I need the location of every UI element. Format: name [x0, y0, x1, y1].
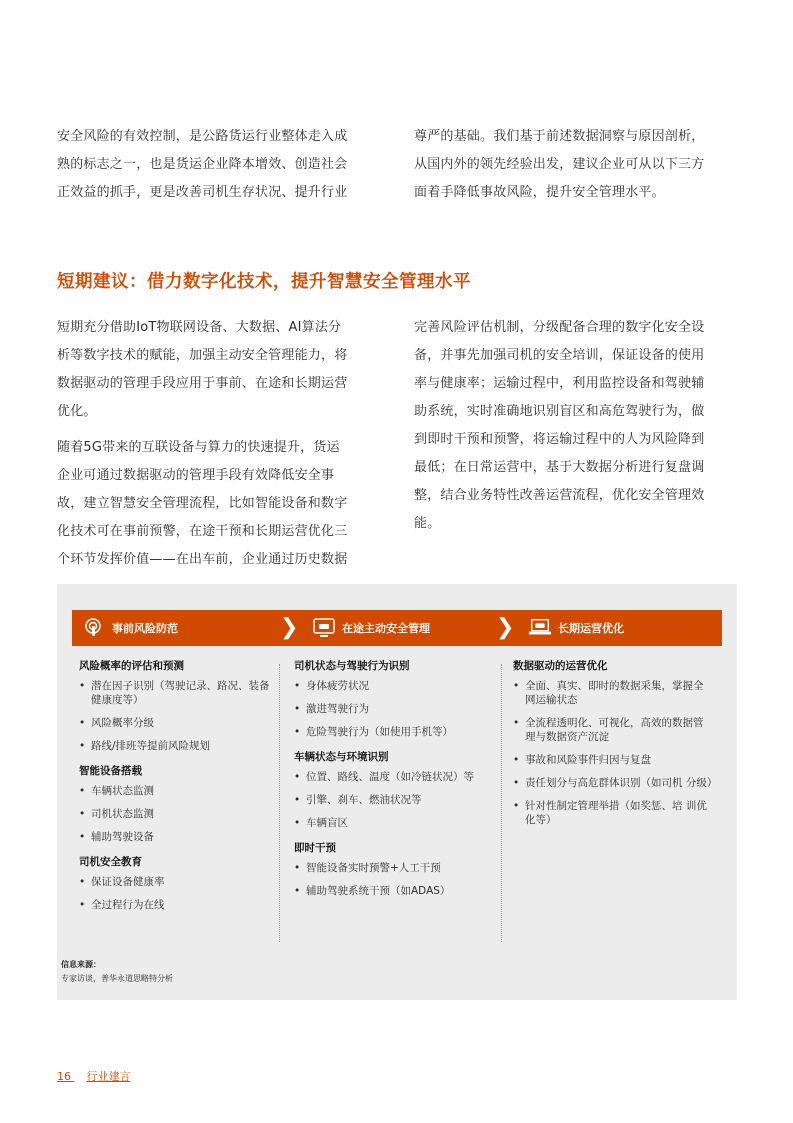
intro-left-line: 安全风险的有效控制，是公路货运行业整体走入成: [57, 129, 348, 144]
intro-right-line: 尊严的基础。我们基于前述数据洞察与原因剖析，: [414, 129, 705, 144]
chevron-right-icon: ❯: [496, 615, 515, 640]
list-item: • 保证设备健康率: [79, 875, 274, 889]
column-heading: 数据驱动的运营优化: [513, 660, 608, 672]
body-right-column: [414, 314, 744, 538]
body-line: 企业可通过数据驱动的管理手段有效降低安全事: [57, 468, 335, 483]
list-item: • 路线/排班等提前风险规划: [79, 739, 274, 753]
body-line: 到即时干预和预警，将运输过程中的人为风险降到: [414, 432, 705, 447]
body-left-column: [57, 314, 387, 574]
list-item: • 风险概率分级: [79, 716, 274, 730]
body-line: 化技术可在事前预警，在途干预和长期运营优化三: [57, 524, 348, 539]
section-heading: 短期建议：借力数字化技术，提升智慧安全管理水平: [57, 272, 471, 292]
body-line: 数据驱动的管理手段应用于事前、在途和长期运营: [57, 376, 348, 391]
safety-management-panel: [57, 584, 737, 1000]
body-line: 率与健康率；运输过程中，利用监控设备和驾驶辅: [414, 376, 705, 391]
list-item: • 辅助驾驶设备: [79, 830, 274, 844]
list-item: • 潜在因子识别（驾驶记录、路况、装备健康度等）: [79, 679, 274, 707]
stage-in-transit: [312, 610, 430, 646]
column-heading: 车辆状态与环境识别: [294, 751, 389, 763]
stage-label: 长期运营优化: [558, 622, 624, 635]
in-transit-column: [294, 658, 509, 908]
body-paragraph-1: [57, 314, 387, 426]
intro-left-line: 熟的标志之一，也是货运企业降本增效、创造社会: [57, 157, 348, 172]
body-line: 故，建立智慧安全管理流程，比如智能设备和数字: [57, 496, 348, 511]
intro-right-line: 从国内外的领先经验出发，建议企业可从以下三方: [414, 157, 705, 172]
laptop-car-icon: [528, 616, 552, 640]
body-line: 完善风险评估机制，分级配备合理的数字化安全设: [414, 320, 705, 335]
body-line: 整，结合业务特性改善运营流程，优化安全管理效: [414, 488, 705, 503]
column-heading: 司机状态与驾驶行为识别: [294, 660, 410, 672]
stage-long-term: [528, 610, 624, 646]
list-item: • 身体疲劳状况: [294, 679, 509, 693]
page-footer: [57, 1068, 131, 1084]
list-item: • 责任划分与高危群体识别（如司机 分级）: [513, 776, 713, 790]
list-item: • 引擎、刹车、燃油状况等: [294, 793, 509, 807]
body-line: 最低；在日常运营中，基于大数据分析进行复盘调: [414, 460, 705, 475]
pre-trip-column: [79, 658, 274, 922]
column-heading: 风险概率的评估和预测: [79, 660, 184, 672]
body-line: 随着5G带来的互联设备与算力的快速提升，货运: [57, 440, 340, 455]
body-line: 能。: [414, 516, 441, 531]
list-item: • 全面、真实、即时的数据采集，掌握全网运输状态: [513, 679, 713, 707]
stage-bar: [72, 610, 722, 646]
list-item: • 危险驾驶行为（如使用手机等）: [294, 725, 509, 739]
intro-left-column: [57, 123, 387, 207]
column-heading: 智能设备搭载: [79, 765, 142, 777]
body-line: 析等数字技术的赋能，加强主动安全管理能力，将: [57, 348, 348, 363]
section-label[interactable]: 行业建言: [86, 1070, 131, 1083]
intro-right-column: [414, 123, 744, 207]
finger-touch-icon: [82, 616, 106, 640]
body-line: 备，并事先加强司机的安全培训，保证设备的使用: [414, 348, 705, 363]
intro-left-line: 正效益的抓手，更是改善司机生存状况、提升行业: [57, 185, 348, 200]
list-item: • 智能设备实时预警+人工干预: [294, 861, 509, 875]
list-item: • 车辆盲区: [294, 816, 509, 830]
source-note: [61, 958, 173, 986]
list-item: • 位置、路线、温度（如冷链状况）等: [294, 770, 509, 784]
long-term-column: [513, 658, 718, 837]
list-item: • 司机状态监测: [79, 807, 274, 821]
list-item: • 激进驾驶行为: [294, 702, 509, 716]
list-item: • 全过程行为在线: [79, 898, 274, 912]
column-divider: [279, 664, 280, 942]
list-item: • 车辆状态监测: [79, 784, 274, 798]
stage-pre-trip: [82, 610, 178, 646]
body-line: 优化。: [57, 404, 97, 419]
body-paragraph-2: [57, 434, 387, 574]
list-item: • 全流程透明化、可视化，高效的数据管理与数据资产沉淀: [513, 716, 713, 744]
source-title: 信息来源：: [61, 960, 101, 969]
column-heading: 司机安全教育: [79, 856, 142, 868]
source-text: 专家访谈，普华永道思略特分析: [61, 974, 173, 983]
list-item: • 事故和风险事件归因与复盘: [513, 753, 713, 767]
body-line: 个环节发挥价值——在出车前，企业通过历史数据: [57, 552, 348, 567]
column-heading: 即时干预: [294, 842, 336, 854]
list-item: • 针对性制定管理举措（如奖惩、培 训优化等）: [513, 799, 713, 827]
page-number: 16: [57, 1070, 71, 1083]
list-item: • 辅助驾驶系统干预（如ADAS）: [294, 884, 509, 898]
body-line: 助系统，实时准确地识别盲区和高危驾驶行为，做: [414, 404, 705, 419]
body-line: 短期充分借助IoT物联网设备、大数据、AI算法分: [57, 320, 342, 335]
intro-right-line: 面着手降低事故风险，提升安全管理水平。: [414, 185, 665, 200]
chevron-right-icon: ❯: [280, 615, 299, 640]
column-divider: [501, 664, 502, 942]
stage-label: 事前风险防范: [112, 622, 178, 635]
monitor-car-icon: [312, 616, 336, 640]
stage-label: 在途主动安全管理: [342, 622, 430, 635]
